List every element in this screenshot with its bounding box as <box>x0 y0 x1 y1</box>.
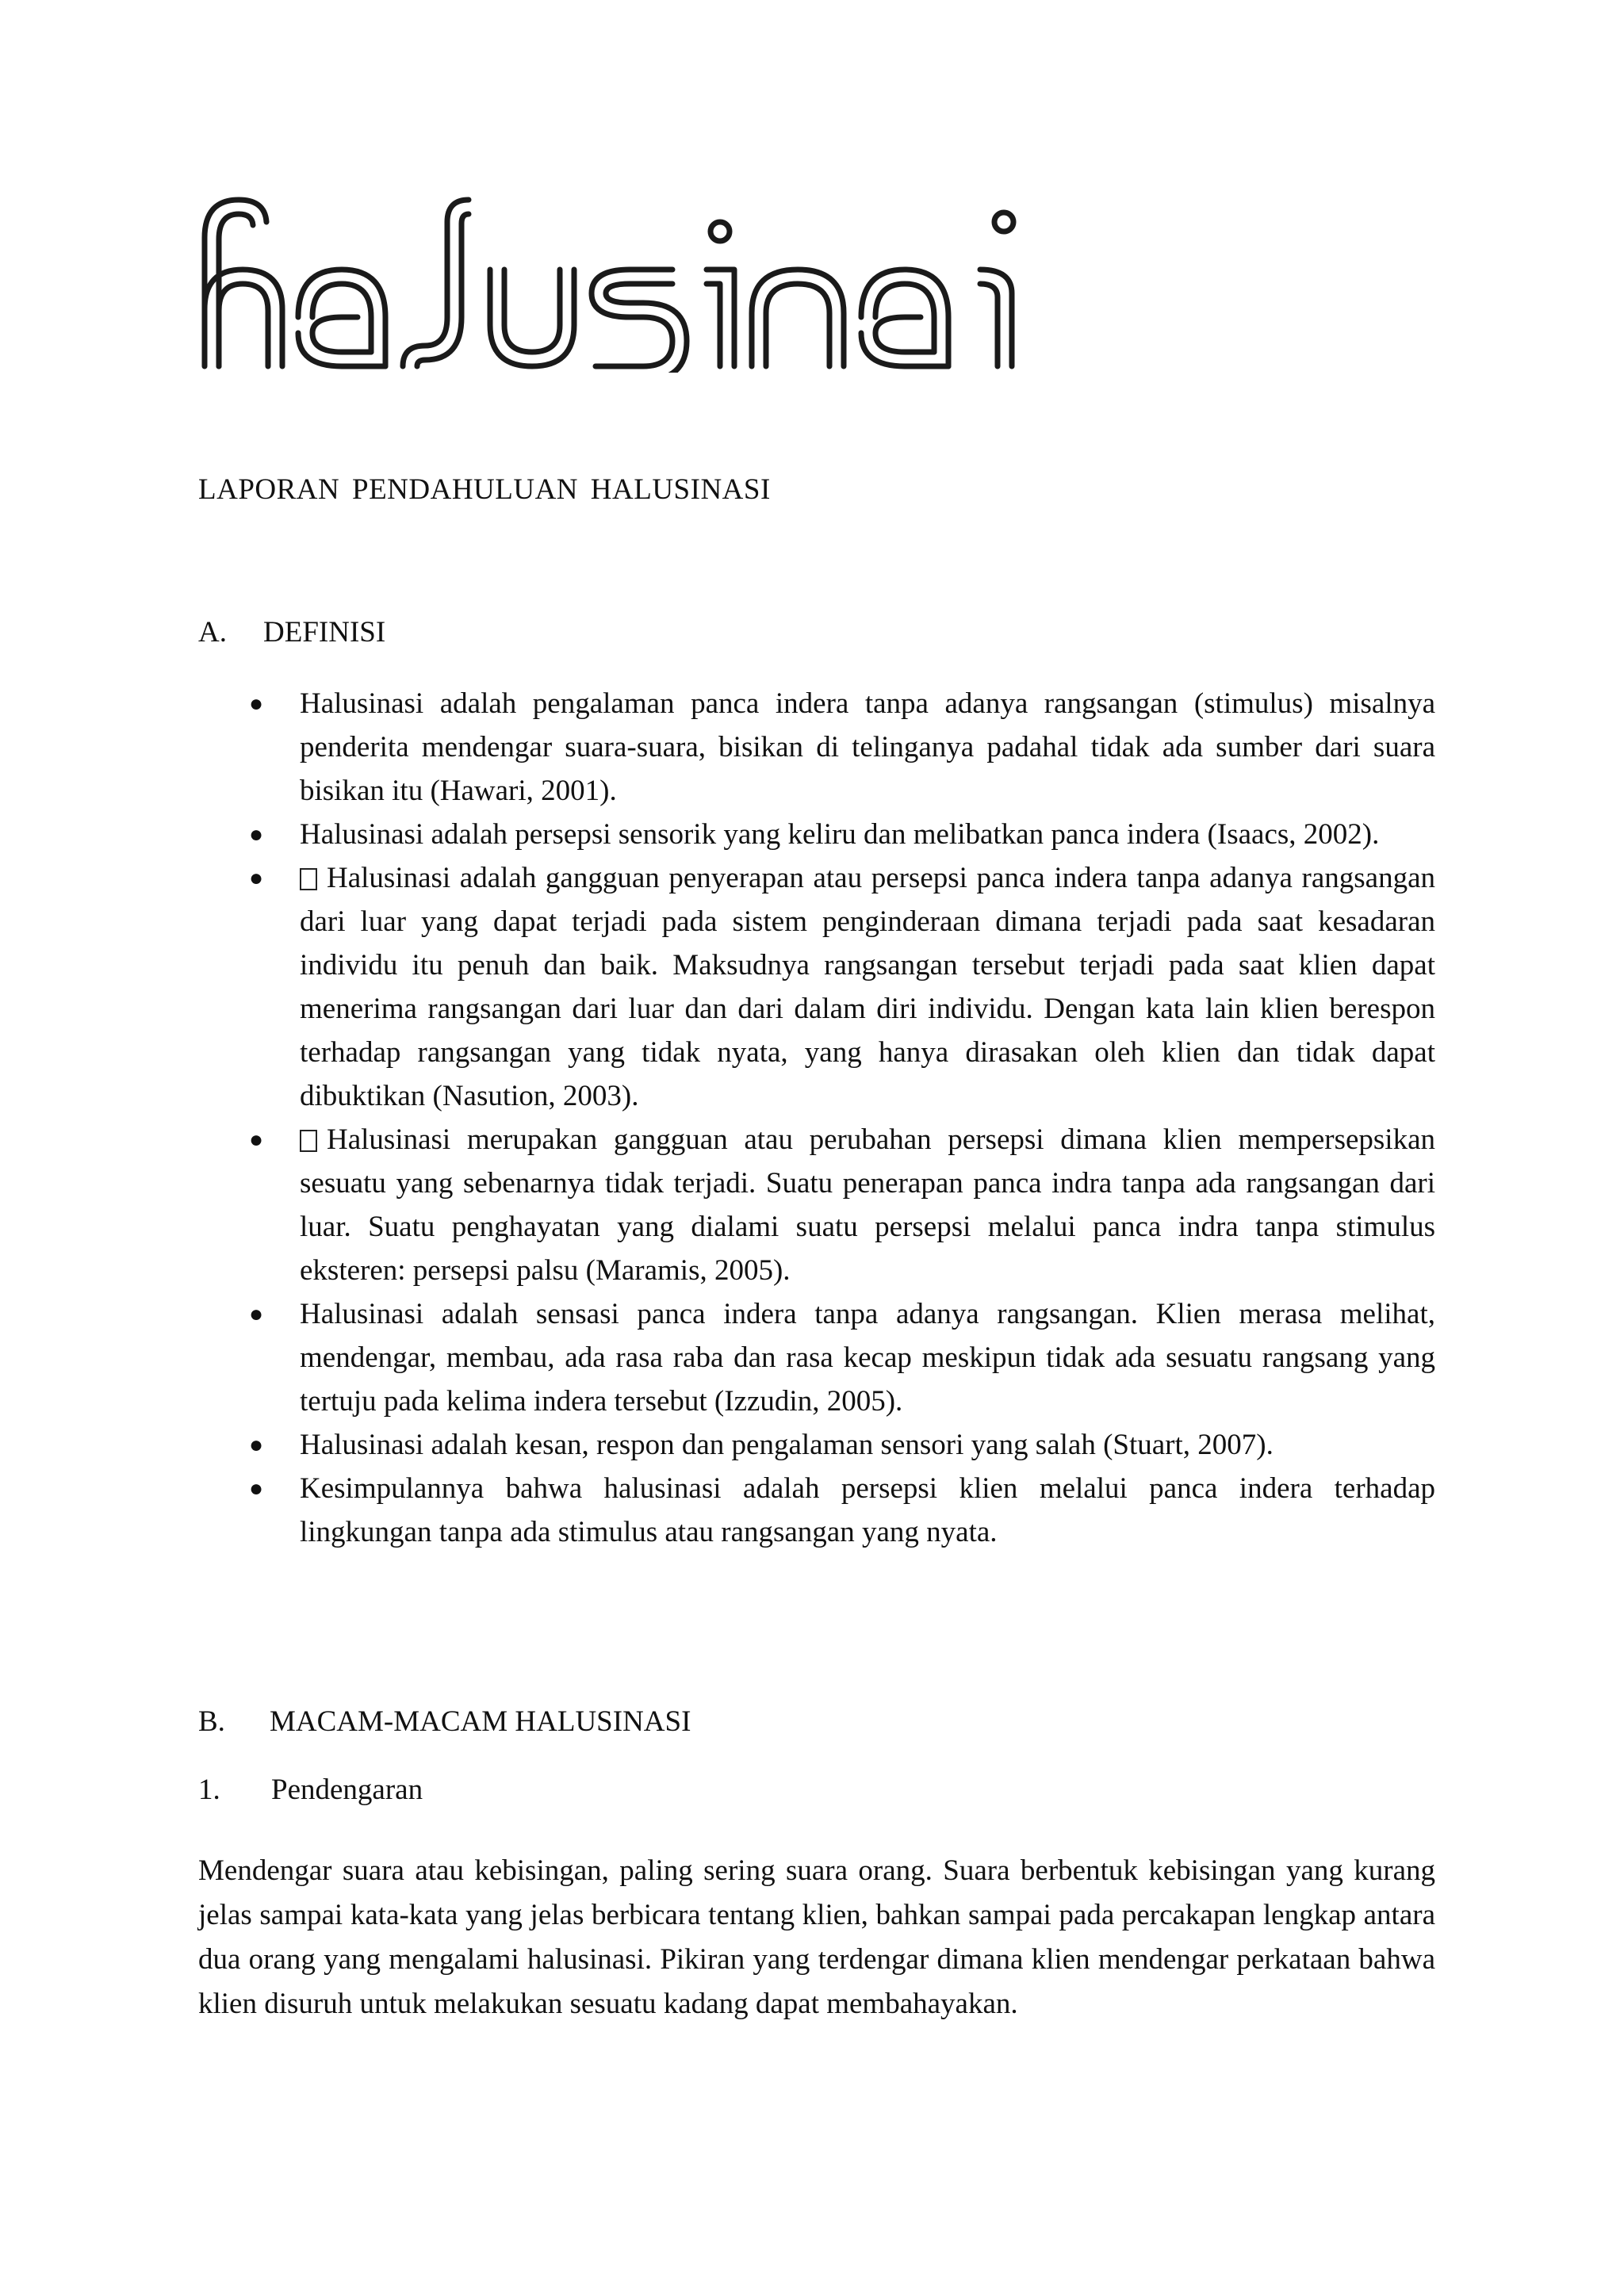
missing-glyph-box-icon <box>300 1130 317 1152</box>
section-b-letter: B. <box>198 1705 225 1738</box>
section-a-heading <box>198 615 385 649</box>
list-item <box>198 1423 1435 1467</box>
section-a-title: DEFINISI <box>263 616 386 649</box>
definition-list <box>198 682 1435 1554</box>
bullet-icon: ● <box>249 691 264 717</box>
bullet-icon: ● <box>249 1475 264 1502</box>
subsection-paragraph: Mendengar suara atau kebisingan, paling sering suara orang. Suara berbentuk kebisingan yang kurang jelas sampai kata-kata yang jelas berbicara tentang klien, bahkan sampai pada percakapan lengkap antara dua orang yang mengalami halusinasi. Pikiran yang terdengar dimana klien mendengar perkataan bahwa klien disuruh untuk melakukan sesuatu kadang dapat membahayakan. <box>198 1854 1435 2020</box>
list-item-text: Kesimpulannya bahwa halusinasi adalah persepsi klien melalui panca indera terhadap lingkungan tanpa ada stimulus atau rangsangan yang nyata. <box>300 1472 1435 1548</box>
section-a-letter: A. <box>198 616 227 649</box>
subsection-heading <box>198 1773 423 1807</box>
bullet-icon: ● <box>249 1301 264 1327</box>
list-item <box>198 682 1435 813</box>
list-item-text: Halusinasi adalah kesan, respon dan pengalaman sensori yang salah (Stuart, 2007). <box>300 1429 1274 1461</box>
list-item-text: Halusinasi adalah sensasi panca indera tanpa adanya rangsangan. Klien merasa melihat, mendengar, membau, ada rasa raba dan rasa kecap meskipun tidak ada sesuatu rangsang yang tertuju pada kelima indera tersebut (Izzudin, 2005). <box>300 1298 1435 1418</box>
subsection-title: Pendengaran <box>271 1774 423 1806</box>
bullet-icon: ● <box>249 865 264 891</box>
list-item <box>198 813 1435 856</box>
halusinasi-logo <box>195 190 1028 373</box>
section-b-heading <box>198 1705 691 1739</box>
list-item-text: Halusinasi merupakan gangguan atau perubahan persepsi dimana klien mempersepsikan sesuatu yang sebenarnya tidak terjadi. Suatu penerapan panca indra tanpa ada rangsangan dari luar. Suatu penghayatan yang dialami suatu persepsi melalui panca indra tanpa stimulus eksteren: persepsi palsu (Maramis, 2005). <box>300 1123 1435 1287</box>
list-item <box>198 1118 1435 1292</box>
missing-glyph-box-icon <box>300 868 317 890</box>
section-b-title: MACAM-MACAM HALUSINASI <box>270 1705 691 1738</box>
list-item-text: Halusinasi adalah pengalaman panca indera tanpa adanya rangsangan (stimulus) misalnya penderita mendengar suara-suara, bisikan di telinganya padahal tidak ada sumber dari suara bisikan itu (Hawari, 2001). <box>300 687 1435 807</box>
bullet-icon: ● <box>249 821 264 848</box>
bullet-icon: ● <box>249 1432 264 1458</box>
report-title: LAPORAN PENDAHULUAN HALUSINASI <box>198 473 771 506</box>
bullet-icon: ● <box>249 1127 264 1153</box>
list-item <box>198 1292 1435 1423</box>
list-item <box>198 1467 1435 1554</box>
list-item-text: Halusinasi adalah gangguan penyerapan atau persepsi panca indera tanpa adanya rangsangan dari luar yang dapat terjadi pada sistem penginderaan dimana terjadi pada saat kesadaran individu itu penuh dan baik. Maksudnya rangsangan tersebut terjadi pada saat klien dapat menerima rangsangan dari luar dan dari dalam diri individu. Dengan kata lain klien berespon terhadap rangsangan yang tidak nyata, yang hanya dirasakan oleh klien dan tidak dapat dibuktikan (Nasution, 2003). <box>300 862 1435 1112</box>
subsection-number: 1. <box>198 1774 220 1806</box>
list-item <box>198 856 1435 1118</box>
list-item-text: Halusinasi adalah persepsi sensorik yang keliru dan melibatkan panca indera (Isaacs, 2002). <box>300 818 1380 851</box>
